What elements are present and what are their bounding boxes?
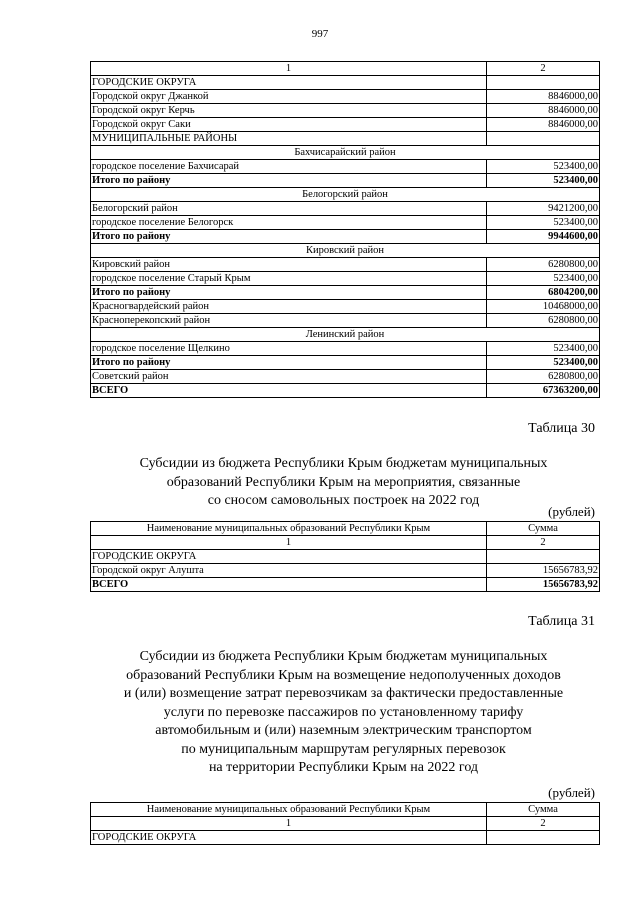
table-row [91,342,600,356]
table-31-title [90,648,597,778]
subsidy-amount: 6280800,00 [487,258,600,272]
district-header-row [91,244,600,258]
municipality-name: городское поселение Белогорск [91,216,487,230]
subsidy-table-30 [90,521,600,592]
municipality-name: Красноперекопский район [91,314,487,328]
subsidy-amount: 15656783,92 [487,564,600,578]
municipality-name: Городской округ Керчь [91,104,487,118]
district-header-row [91,146,600,160]
subsidy-amount: 523400,00 [487,160,600,174]
subsidy-amount: 6280800,00 [487,370,600,384]
column-header-sum: Сумма [487,522,600,536]
subsidy-amount [487,132,600,146]
municipality-name: Итого по району [91,174,487,188]
district-name: Кировский район [91,244,600,258]
municipality-name: ВСЕГО [91,578,487,592]
table-row [91,216,600,230]
table-row [91,314,600,328]
column-header-name: Наименование муниципальных образований Республики Крым [91,803,487,817]
total-row [91,230,600,244]
municipality-name: Городской округ Алушта [91,564,487,578]
column-number-row [91,817,600,831]
table-30-title-line: образований Республики Крым на мероприятия, связанные [166,474,521,490]
subsidy-amount: 523400,00 [487,216,600,230]
section-row [91,831,600,845]
subsidy-amount [487,831,600,845]
table-row [91,90,600,104]
municipality-name: Итого по району [91,230,487,244]
subsidy-amount: 6804200,00 [487,286,600,300]
table-31-title-line: и (или) возмещение затрат перевозчикам за фактически предоставленные [123,686,564,701]
table-row [91,258,600,272]
municipality-name: Итого по району [91,286,487,300]
subsidy-amount: 523400,00 [487,272,600,286]
total-row [91,174,600,188]
total-row [91,286,600,300]
table-row [91,160,600,174]
column-header-row [91,803,600,817]
column-header-row [91,522,600,536]
column-number-2: 2 [487,817,600,831]
subsidy-amount: 523400,00 [487,356,600,370]
section-row [91,76,600,90]
table-row [91,370,600,384]
district-name: Белогорский район [91,188,600,202]
table-31-title-line: по муниципальным маршрутам регулярных перевозок [181,741,506,757]
municipality-name: ГОРОДСКИЕ ОКРУГА [91,76,487,90]
district-name: Бахчисарайский район [91,146,600,160]
district-name: Ленинский район [91,328,600,342]
subsidy-amount: 67363200,00 [487,384,600,398]
total-row [91,384,600,398]
table-30-title-line: Субсидии из бюджета Республики Крым бюджетам муниципальных [139,456,548,471]
municipality-name: ГОРОДСКИЕ ОКРУГА [91,831,487,845]
table-31-title-line: Субсидии из бюджета Республики Крым бюджетам муниципальных [139,649,548,664]
table-row [91,104,600,118]
table-31-units: (рублей) [548,785,595,800]
municipality-name: городское поселение Щелкино [91,342,487,356]
table-row [91,564,600,578]
table-30-units: (рублей) [548,504,595,519]
municipality-name: Белогорский район [91,202,487,216]
section-row [91,132,600,146]
subsidy-amount [487,76,600,90]
municipality-name: ГОРОДСКИЕ ОКРУГА [91,550,487,564]
table-row [91,202,600,216]
district-header-row [91,328,600,342]
district-header-row [91,188,600,202]
total-row [91,578,600,592]
municipality-name: городское поселение Старый Крым [91,272,487,286]
municipality-name: Советский район [91,370,487,384]
municipality-name: городское поселение Бахчисарай [91,160,487,174]
table-row [91,272,600,286]
subsidy-amount [487,550,600,564]
municipality-name: МУНИЦИПАЛЬНЫЕ РАЙОНЫ [91,132,487,146]
municipality-name: Городской округ Джанкой [91,90,487,104]
municipality-name: Городской округ Саки [91,118,487,132]
subsidy-amount: 15656783,92 [487,578,600,592]
table-31-title-line: услуги по перевозке пассажиров по установленному тарифу [163,704,524,720]
column-header-sum: Сумма [487,803,600,817]
table-row [91,118,600,132]
column-number-2: 2 [487,62,600,76]
subsidy-amount: 8846000,00 [487,90,600,104]
subsidy-amount: 10468000,00 [487,300,600,314]
subsidy-amount: 8846000,00 [487,104,600,118]
municipality-name: Итого по району [91,356,487,370]
table-31-title-line: автомобильным и (или) наземным электрическим транспортом [155,723,532,738]
subsidy-amount: 523400,00 [487,174,600,188]
subsidy-table-31 [90,802,600,845]
table-30-title [90,455,597,511]
subsidy-table-29-continued [90,61,600,398]
subsidy-amount: 9944600,00 [487,230,600,244]
subsidy-amount: 523400,00 [487,342,600,356]
subsidy-amount: 8846000,00 [487,118,600,132]
column-header-name: Наименование муниципальных образований Республики Крым [91,522,487,536]
table-row [91,300,600,314]
column-number-row [91,62,600,76]
table-30-title-line: со сносом самовольных построек на 2022 год [207,493,480,508]
column-number-2: 2 [487,536,600,550]
table-31-label: Таблица 31 [528,614,595,629]
subsidy-amount: 9421200,00 [487,202,600,216]
section-row [91,550,600,564]
total-row [91,356,600,370]
column-number-1: 1 [91,817,487,831]
municipality-name: Кировский район [91,258,487,272]
table-31-title-line: образований Республики Крым на возмещение недополученных доходов [126,667,561,683]
column-number-1: 1 [91,536,487,550]
municipality-name: Красногвардейский район [91,300,487,314]
subsidy-amount: 6280800,00 [487,314,600,328]
column-number-1: 1 [91,62,487,76]
table-30-label: Таблица 30 [528,421,595,436]
table-31-title-line: на территории Республики Крым на 2022 год [208,760,479,775]
municipality-name: ВСЕГО [91,384,487,398]
column-number-row [91,536,600,550]
page-number: 997 [311,28,329,40]
